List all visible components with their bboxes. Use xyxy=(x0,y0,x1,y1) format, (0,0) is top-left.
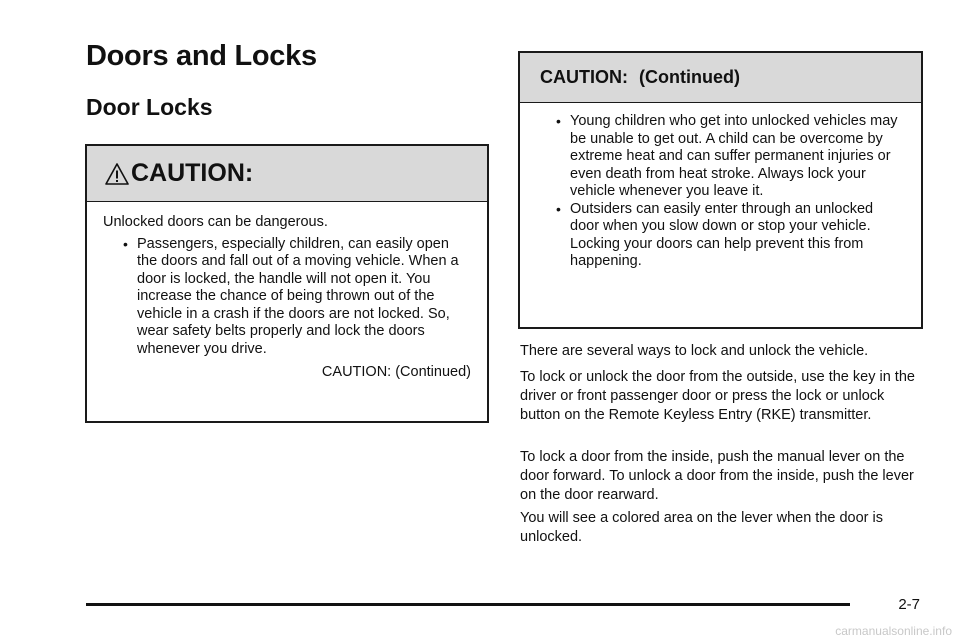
page-number: 2-7 xyxy=(898,596,920,613)
bullet-item xyxy=(556,113,905,201)
bullet-item xyxy=(123,236,471,359)
body-paragraph: There are several ways to lock and unlock the vehicle. xyxy=(520,343,869,359)
caution-continued-note: CAUTION: (Continued) xyxy=(321,364,471,380)
bullet-text: Passengers, especially children, can easily open the doors and fall out of a moving vehicle. When a door is locked, the handle will not open it. You increase the chance of being thrown out of the vehicle in a crash if the doors are not locked. So, wear safety belts properly and lock the doors whenever you drive. xyxy=(137,235,459,357)
bullet-dot: • xyxy=(556,200,561,217)
section-title: Door Locks xyxy=(86,94,213,120)
bullet-item xyxy=(556,201,905,271)
bullet-text: Young children who get into unlocked vehicles may be unable to get out. A child can be overcome by extreme heat and can suffer permanent injuries or even death from heat stroke. Always lock your vehicle whenever you leave it. xyxy=(570,113,898,199)
body-paragraph: To lock or unlock the door from the outside, use the key in the driver or front passenger door or press the lock or unlock button on the Remote Keyless Entry (RKE) transmitter. xyxy=(520,369,915,423)
caution-body xyxy=(520,103,921,271)
bullet-text: Outsiders can easily enter through an unlocked door when you slow down or stop your vehicle. Locking your doors can help prevent this from happening. xyxy=(570,200,874,269)
footer-rule xyxy=(86,603,850,606)
caution-heading: CAUTION: xyxy=(131,159,254,187)
bullet-dot: • xyxy=(123,235,128,252)
bullet-dot: • xyxy=(556,113,561,129)
caution-box xyxy=(85,144,489,423)
caution-header xyxy=(520,53,921,103)
caution-body xyxy=(87,202,487,382)
watermark: carmanualsonline.info xyxy=(835,624,952,638)
caution-header xyxy=(87,146,487,202)
caution-box-continued xyxy=(518,51,923,329)
caution-intro: Unlocked doors can be dangerous. xyxy=(103,214,328,230)
body-paragraph: You will see a colored area on the lever when the door is unlocked. xyxy=(520,510,883,545)
caution-heading: CAUTION: (Continued) xyxy=(540,67,740,87)
body-paragraph: To lock a door from the inside, push the manual lever on the door forward. To unlock a door from the inside, push the lever on the door rearward. xyxy=(520,449,914,503)
warning-triangle-icon xyxy=(105,162,129,186)
page-title: Doors and Locks xyxy=(86,40,317,72)
